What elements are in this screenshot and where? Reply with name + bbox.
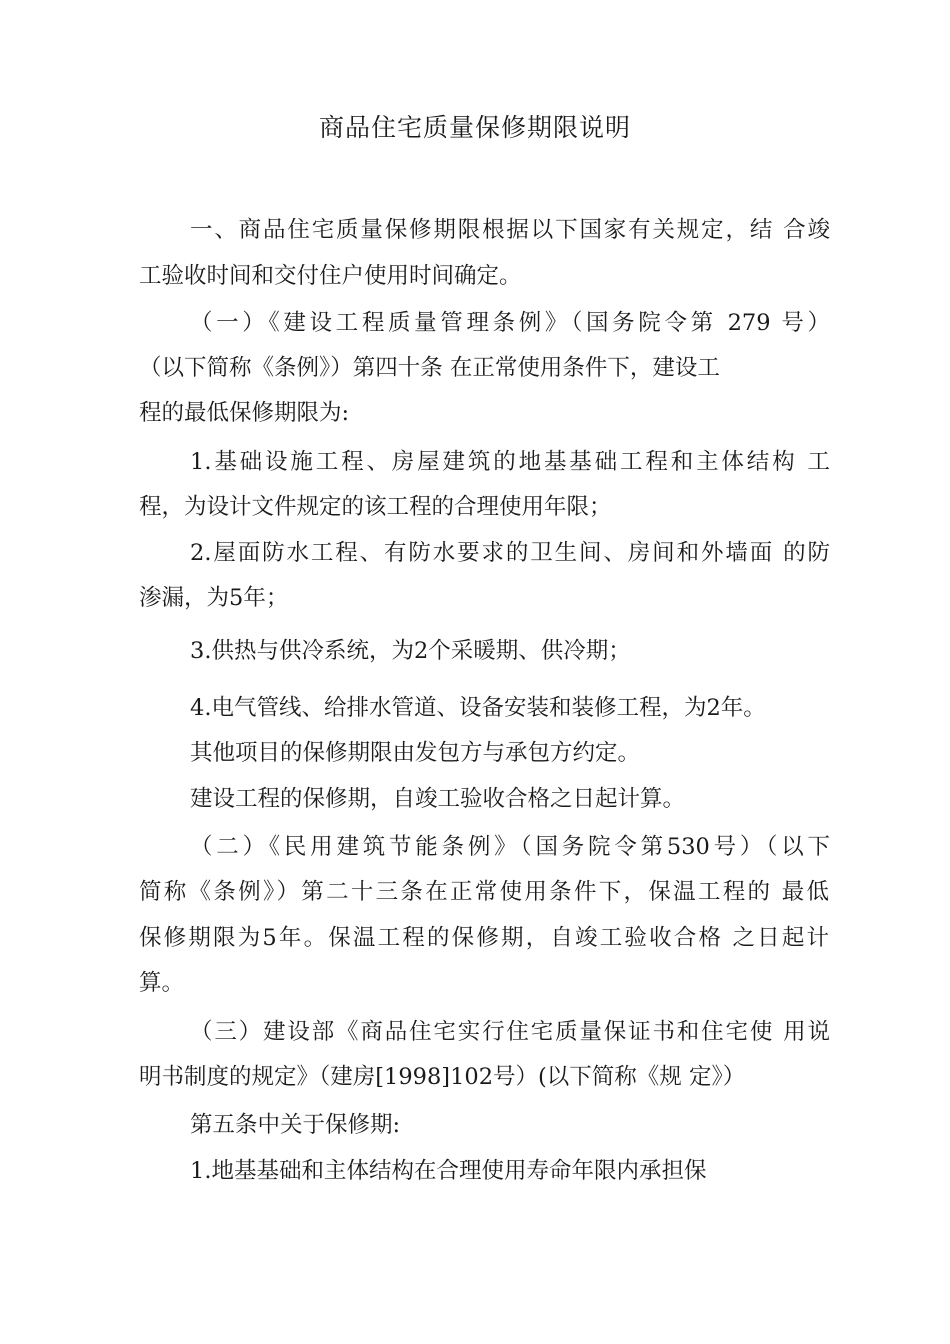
body-line: 一、商品住宅质量保修期限根据以下国家有关规定，结 合竣 xyxy=(190,217,830,243)
body-line: 渗漏，为5年； xyxy=(139,585,289,611)
body-line: （以下简称《条例》）第四十条 在正常使用条件下，建设工 xyxy=(139,355,720,381)
body-line: 3.供热与供冷系统，为2个采暖期、供冷期； xyxy=(190,638,631,664)
body-line: 程的最低保修期限为: xyxy=(139,400,350,426)
body-line: 其他项目的保修期限由发包方与承包方约定。 xyxy=(190,740,641,766)
body-line: 明书制度的规定》（建房[1998]102号）(以下简称《规 定》） xyxy=(139,1064,746,1090)
body-line: 简称《条例》）第二十三条在正常使用条件下，保温工程的 最低 xyxy=(139,879,829,905)
body-line: 1.基础设施工程、房屋建筑的地基基础工程和主体结构 工 xyxy=(190,449,830,475)
body-line: 保修期限为5年。保温工程的保修期，自竣工验收合格 之日起计 xyxy=(139,925,829,951)
body-line: （一）《建设工程质量管理条例》（国务院令第 279 号） xyxy=(190,310,830,336)
body-line: （二）《民用建筑节能条例》（国务院令第530号）（以下 xyxy=(190,834,830,860)
body-line: 建设工程的保修期，自竣工验收合格之日起计算。 xyxy=(190,786,686,812)
body-line: 第五条中关于保修期: xyxy=(190,1112,401,1138)
body-line: 2.屋面防水工程、有防水要求的卫生间、房间和外墙面 的防 xyxy=(190,540,830,566)
body-line: 工验收时间和交付住户使用时间确定。 xyxy=(139,263,522,289)
body-line: 1.地基基础和主体结构在合理使用寿命年限内承担保 xyxy=(190,1158,707,1184)
body-line: 4.电气管线、给排水管道、设备安装和装修工程，为2年。 xyxy=(190,695,766,721)
body-line: 算。 xyxy=(139,970,185,996)
body-line: （三）建设部《商品住宅实行住宅质量保证书和住宅使 用说 xyxy=(190,1019,830,1045)
page-title: 商品住宅质量保修期限说明 xyxy=(318,113,631,142)
body-line: 程，为设计文件规定的该工程的合理使用年限； xyxy=(139,494,612,520)
